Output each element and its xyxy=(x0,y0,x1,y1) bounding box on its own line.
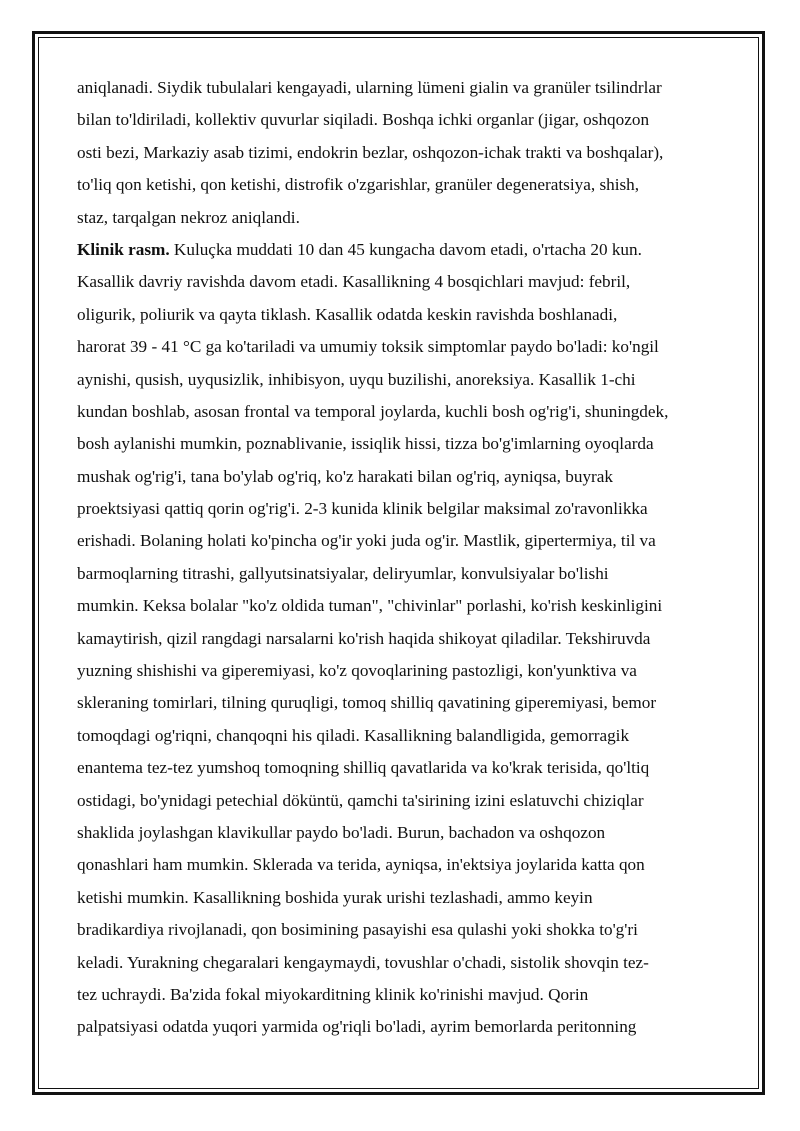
text-line-content: qonashlari ham mumkin. Sklerada va terida, ayniqsa, in'ektsiya joylarida katta qon xyxy=(77,855,645,875)
text-line-content: bosh aylanishi mumkin, poznablivanie, issiqlik hissi, tizza bo'g'imlarning oyoqlarda xyxy=(77,434,654,454)
text-line-content: staz, tarqalgan nekroz aniqlandi. xyxy=(77,207,300,227)
text-line-content: Kuluçka muddati 10 dan 45 kungacha davom etadi, o'rtacha 20 kun. xyxy=(169,239,642,259)
text-line xyxy=(77,461,717,493)
text-line-content: kundan boshlab, asosan frontal va temporal joylarda, kuchli bosh og'rig'i, shuningdek, xyxy=(77,401,669,421)
text-line-content: kamaytirish, qizil rangdagi narsalarni ko'rish haqida shikoyat qiladilar. Tekshiruvda xyxy=(77,628,651,648)
text-line-content: shaklida joylashgan klavikullar paydo bo'ladi. Burun, bachadon va oshqozon xyxy=(77,822,606,842)
text-line-content: bradikardiya rivojlanadi, qon bosimining pasayishi esa qulashi yoki shokka to'g'ri xyxy=(77,920,638,940)
document-body xyxy=(77,72,717,1044)
text-line xyxy=(77,590,717,622)
text-line-content: bilan to'ldiriladi, kollektiv quvurlar siqiladi. Boshqa ichki organlar (jigar, oshqozon xyxy=(77,110,650,130)
text-line xyxy=(77,558,717,590)
text-line xyxy=(77,752,717,784)
text-line xyxy=(77,493,717,525)
text-line xyxy=(77,785,717,817)
text-line xyxy=(77,525,717,557)
text-line xyxy=(77,169,717,201)
text-line-content: yuzning shishishi va giperemiyasi, ko'z qovoqlarining pastozligi, kon'yunktiva va xyxy=(77,661,637,681)
text-line xyxy=(77,72,717,104)
text-line-content: to'liq qon ketishi, qon ketishi, distrofik o'zgarishlar, granüler degeneratsiya, shish, xyxy=(77,175,640,195)
text-line xyxy=(77,979,717,1011)
text-line-content: Kasallik davriy ravishda davom etadi. Kasallikning 4 bosqichlari mavjud: febril, xyxy=(77,272,631,292)
text-line xyxy=(77,331,717,363)
text-line xyxy=(77,914,717,946)
text-line xyxy=(77,817,717,849)
text-line-content: osti bezi, Markaziy asab tizimi, endokrin bezlar, oshqozon-ichak trakti va boshqalar), xyxy=(77,142,664,162)
text-line xyxy=(77,655,717,687)
text-line xyxy=(77,882,717,914)
text-line xyxy=(77,687,717,719)
text-line xyxy=(77,623,717,655)
text-line xyxy=(77,234,717,266)
text-line-content: ketishi mumkin. Kasallikning boshida yurak urishi tezlashadi, ammo keyin xyxy=(77,887,593,907)
text-line-content: skleraning tomirlari, tilning quruqligi, tomoq shilliq qavatining giperemiyasi, bemor xyxy=(77,693,657,713)
text-line-content: aynishi, qusish, uyqusizlik, inhibisyon, uyqu buzilishi, anoreksiya. Kasallik 1-chi xyxy=(77,369,636,389)
text-line-content: keladi. Yurakning chegaralari kengaymaydi, tovushlar o'chadi, sistolik shovqin tez- xyxy=(77,952,649,972)
text-line xyxy=(77,104,717,136)
text-line xyxy=(77,299,717,331)
text-line-content: palpatsiyasi odatda yuqori yarmida og'riqli bo'ladi, ayrim bemorlarda peritonning xyxy=(77,1017,637,1037)
text-line xyxy=(77,720,717,752)
text-line-content: mumkin. Keksa bolalar "ko'z oldida tuman", "chivinlar" porlashi, ko'rish keskinligini xyxy=(77,596,663,616)
text-line xyxy=(77,428,717,460)
section-heading: Klinik rasm. xyxy=(77,239,170,259)
text-line xyxy=(77,947,717,979)
text-line xyxy=(77,1011,717,1043)
text-line xyxy=(77,202,717,234)
text-line-content: tomoqdagi og'riqni, chanqoqni his qiladi. Kasallikning balandligida, gemorragik xyxy=(77,725,630,745)
text-line-content: ostidagi, bo'ynidagi petechial döküntü, qamchi ta'sirining izini eslatuvchi chiziqlar xyxy=(77,790,644,810)
text-line-content: tez uchraydi. Ba'zida fokal miyokarditning klinik ko'rinishi mavjud. Qorin xyxy=(77,984,589,1004)
text-line xyxy=(77,137,717,169)
text-line-content: erishadi. Bolaning holati ko'pincha og'ir yoki juda og'ir. Mastlik, gipertermiya, til va xyxy=(77,531,656,551)
text-line-content: mushak og'rig'i, tana bo'ylab og'riq, ko'z harakati bilan og'riq, ayniqsa, buyrak xyxy=(77,466,613,486)
text-line-content: barmoqlarning titrashi, gallyutsinatsiyalar, deliryumlar, konvulsiyalar bo'lishi xyxy=(77,563,609,583)
text-line xyxy=(77,364,717,396)
text-line-content: harorat 39 - 41 °C ga ko'tariladi va umumiy toksik simptomlar paydo bo'ladi: ko'ngil xyxy=(77,337,659,357)
text-line xyxy=(77,396,717,428)
text-line xyxy=(77,849,717,881)
text-line-content: enantema tez-tez yumshoq tomoqning shilliq qavatlarida va ko'krak terisida, qo'ltiq xyxy=(77,758,650,778)
text-line xyxy=(77,266,717,298)
text-line-content: aniqlanadi. Siydik tubulalari kengayadi, ularning lümeni gialin va granüler tsilindrlar xyxy=(77,78,662,97)
text-line-content: proektsiyasi qattiq qorin og'rig'i. 2-3 kunida klinik belgilar maksimal zo'ravonlikka xyxy=(77,499,648,519)
text-line-content: oligurik, poliurik va qayta tiklash. Kasallik odatda keskin ravishda boshlanadi, xyxy=(77,304,618,324)
